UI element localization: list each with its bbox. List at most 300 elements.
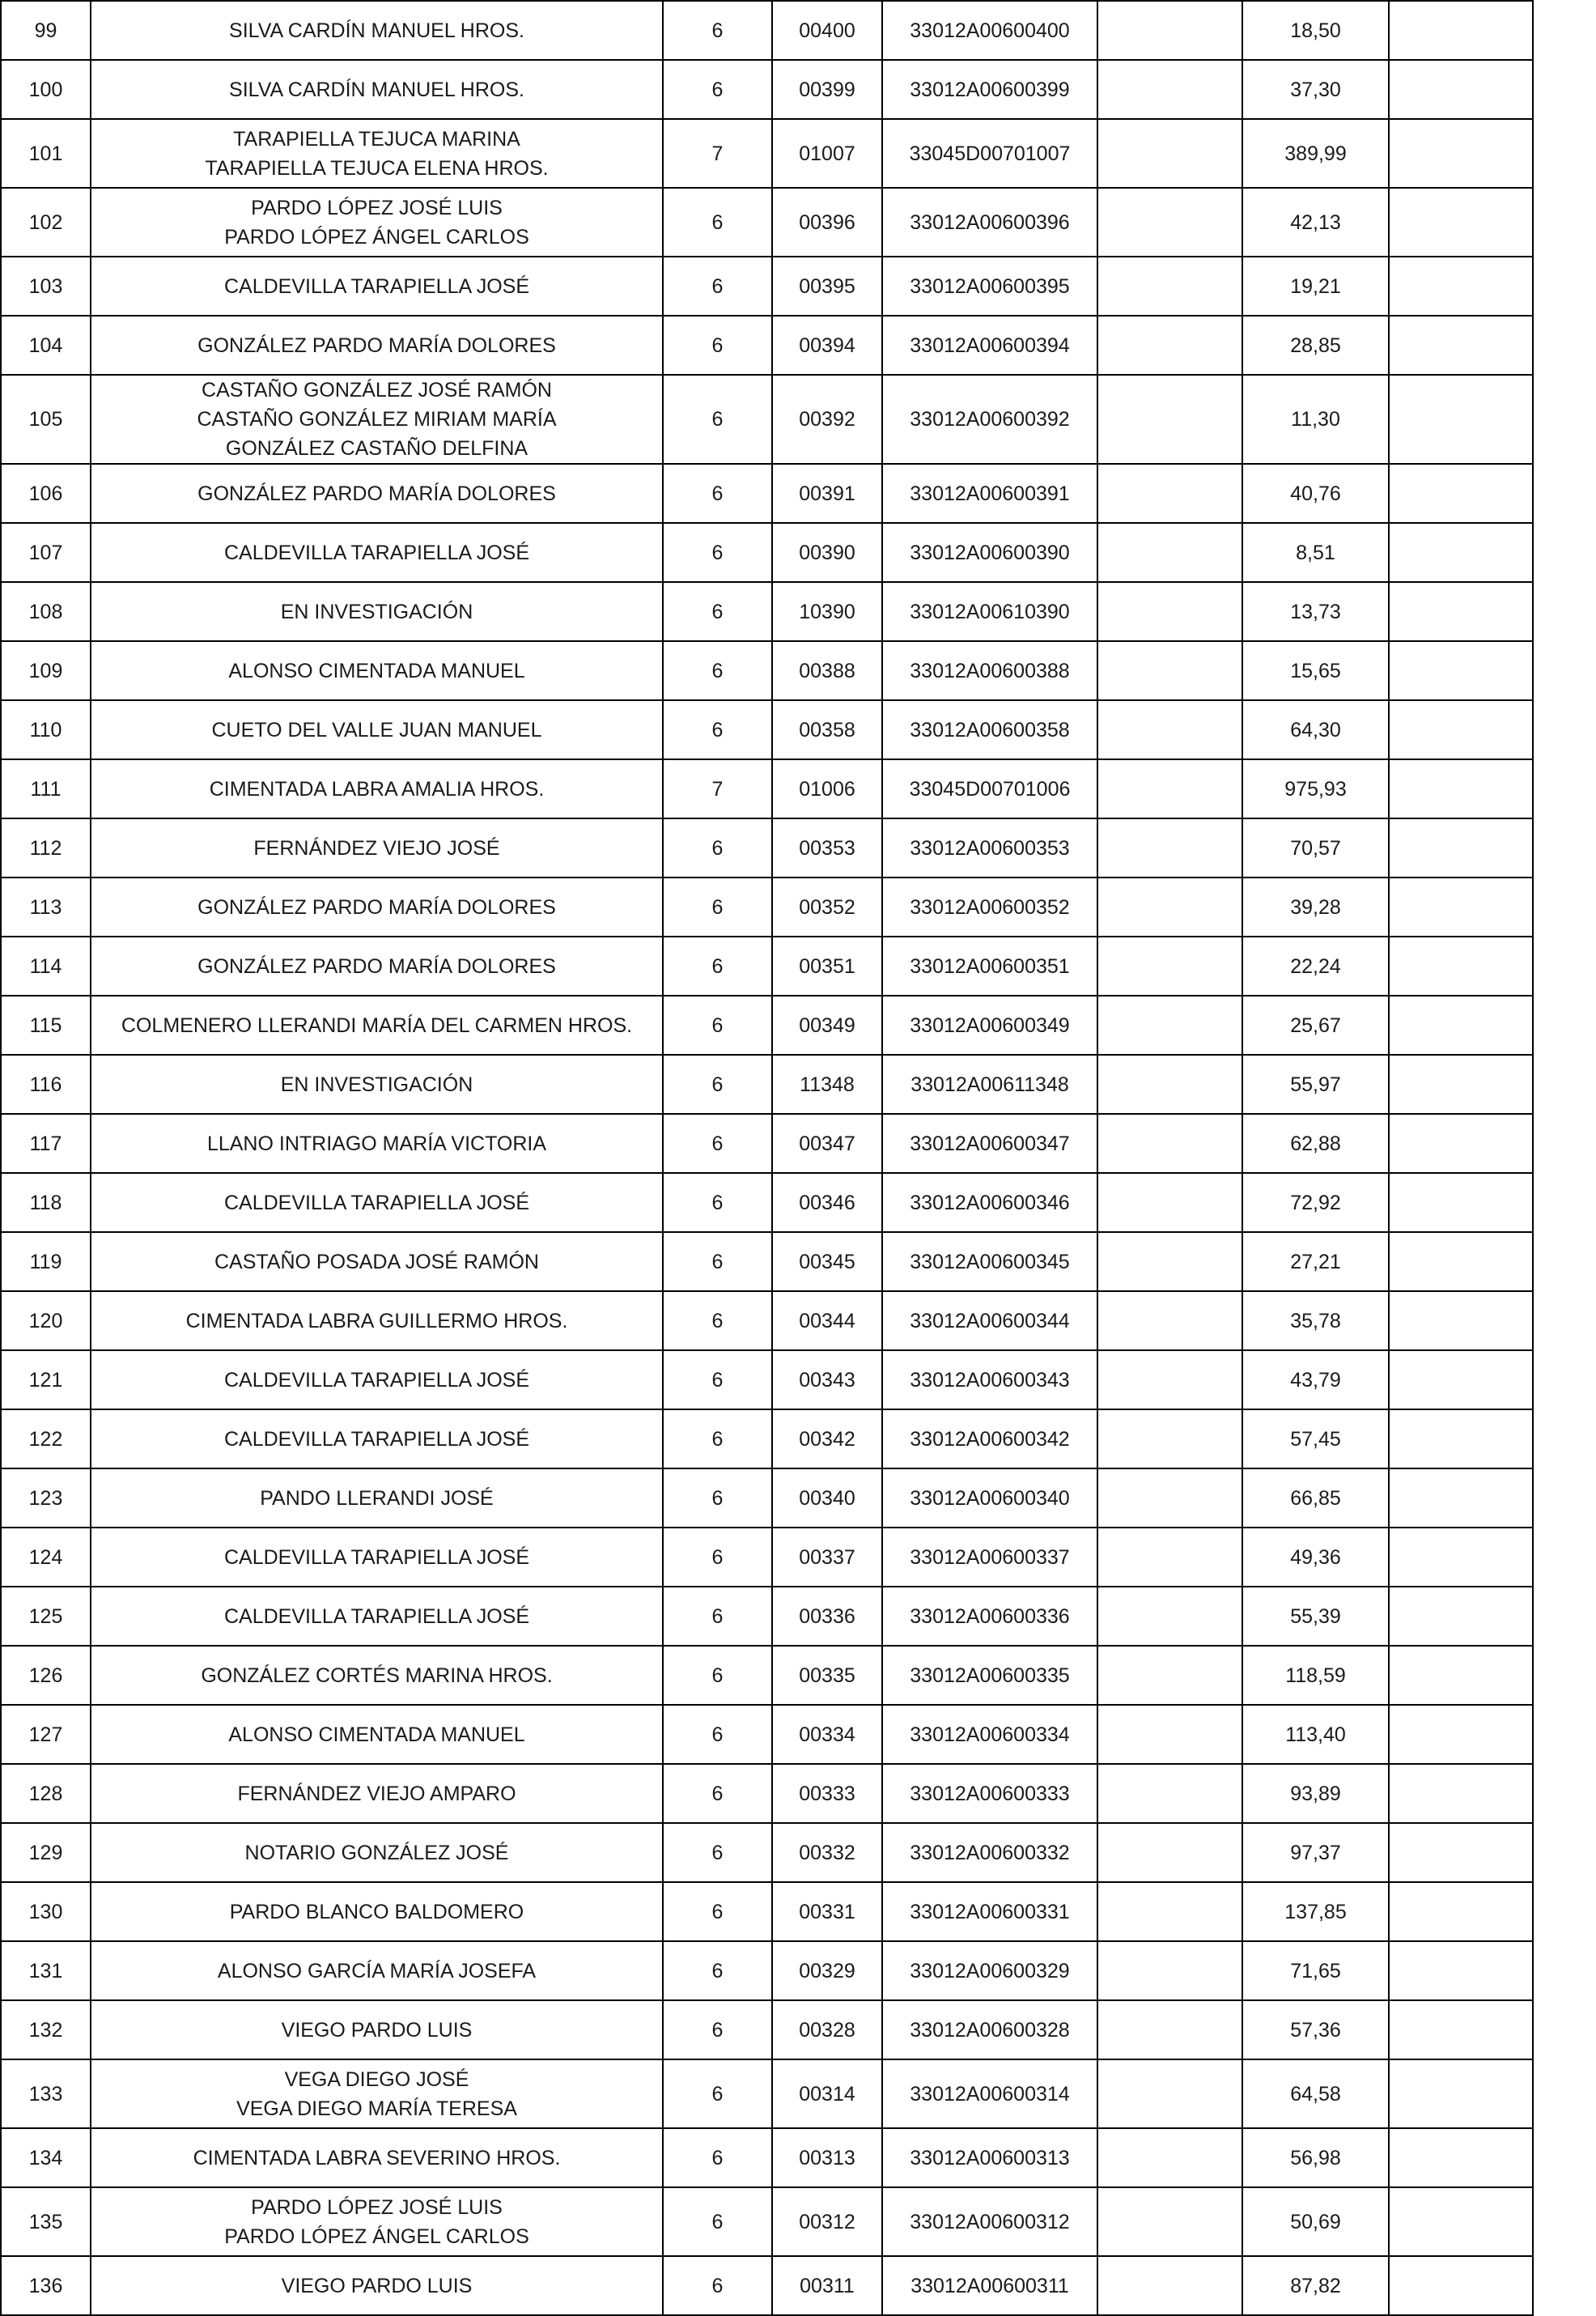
owner-cell <box>91 641 663 700</box>
owner-cell <box>91 1055 663 1114</box>
table-row <box>1 1232 1533 1291</box>
owner-name: CASTAÑO GONZÁLEZ MIRIAM MARÍA <box>197 408 557 431</box>
polygon-cell: 6 <box>663 1291 772 1350</box>
parcel-cell: 00328 <box>772 2000 882 2059</box>
polygon-cell: 6 <box>663 523 772 582</box>
table-row <box>1 1882 1533 1941</box>
owner-name: GONZÁLEZ CASTAÑO DELFINA <box>225 437 528 460</box>
owner-name: NOTARIO GONZÁLEZ JOSÉ <box>244 1841 509 1864</box>
table-row <box>1 641 1533 700</box>
table-row <box>1 60 1533 119</box>
row-number-cell: 120 <box>1 1291 91 1350</box>
cadastral-ref-cell: 33012A00600395 <box>882 257 1097 316</box>
owner-name: EN INVESTIGACIÓN <box>280 1073 473 1096</box>
empty-cell <box>1097 1587 1242 1646</box>
empty-cell <box>1097 641 1242 700</box>
cadastral-ref-cell: 33012A00600333 <box>882 1764 1097 1823</box>
owner-name: PARDO LÓPEZ ÁNGEL CARLOS <box>224 2225 529 2248</box>
polygon-cell: 6 <box>663 996 772 1055</box>
empty-cell <box>1097 1764 1242 1823</box>
owner-cell <box>91 1764 663 1823</box>
parcel-cell: 00399 <box>772 60 882 119</box>
polygon-cell: 6 <box>663 2256 772 2315</box>
polygon-cell: 6 <box>663 257 772 316</box>
owner-cell <box>91 1823 663 1882</box>
polygon-cell: 6 <box>663 1114 772 1173</box>
empty-cell <box>1097 1 1242 60</box>
parcel-cell: 10390 <box>772 582 882 641</box>
empty-cell <box>1389 1705 1533 1764</box>
table-row <box>1 1528 1533 1587</box>
empty-cell <box>1389 464 1533 523</box>
row-number-cell: 130 <box>1 1882 91 1941</box>
cadastral-ref-cell: 33012A00600331 <box>882 1882 1097 1941</box>
parcel-cell: 11348 <box>772 1055 882 1114</box>
area-cell: 40,76 <box>1242 464 1389 523</box>
row-number-cell: 131 <box>1 1941 91 2000</box>
area-cell: 35,78 <box>1242 1291 1389 1350</box>
row-number-cell: 103 <box>1 257 91 316</box>
owner-cell <box>91 878 663 937</box>
table-row <box>1 1764 1533 1823</box>
row-number-cell: 100 <box>1 60 91 119</box>
owner-name: TARAPIELLA TEJUCA ELENA HROS. <box>205 156 549 180</box>
table-row <box>1 316 1533 375</box>
empty-cell <box>1097 1173 1242 1232</box>
owner-name: FERNÁNDEZ VIEJO JOSÉ <box>253 836 500 860</box>
empty-cell <box>1389 523 1533 582</box>
cadastral-ref-cell: 33012A00600342 <box>882 1409 1097 1468</box>
polygon-cell: 7 <box>663 759 772 818</box>
area-cell: 56,98 <box>1242 2128 1389 2187</box>
cadastral-ref-cell: 33012A00611348 <box>882 1055 1097 1114</box>
row-number-cell: 106 <box>1 464 91 523</box>
empty-cell <box>1097 375 1242 464</box>
row-number-cell: 105 <box>1 375 91 464</box>
owner-name: GONZÁLEZ CORTÉS MARINA HROS. <box>201 1664 553 1687</box>
cadastral-ref-cell: 33012A00600352 <box>882 878 1097 937</box>
parcel-cell: 00358 <box>772 700 882 759</box>
cadastral-ref-cell: 33012A00600314 <box>882 2059 1097 2128</box>
table-row <box>1 2059 1533 2128</box>
cadastral-ref-cell: 33012A00600392 <box>882 375 1097 464</box>
area-cell: 28,85 <box>1242 316 1389 375</box>
owner-name: PARDO LÓPEZ JOSÉ LUIS <box>251 2195 503 2219</box>
parcel-cell: 00314 <box>772 2059 882 2128</box>
owner-cell <box>91 996 663 1055</box>
table-row <box>1 1291 1533 1350</box>
owner-name: VIEGO PARDO LUIS <box>281 2018 473 2042</box>
cadastral-ref-cell: 33012A00600349 <box>882 996 1097 1055</box>
parcel-cell: 00334 <box>772 1705 882 1764</box>
table-row <box>1 375 1533 464</box>
parcel-cell: 00394 <box>772 316 882 375</box>
owner-name: VIEGO PARDO LUIS <box>281 2274 473 2297</box>
empty-cell <box>1097 2059 1242 2128</box>
area-cell: 19,21 <box>1242 257 1389 316</box>
owner-name: CALDEVILLA TARAPIELLA JOSÉ <box>223 1191 530 1214</box>
polygon-cell: 6 <box>663 316 772 375</box>
cadastral-ref-cell: 33012A00600340 <box>882 1468 1097 1528</box>
row-number-cell: 111 <box>1 759 91 818</box>
owner-cell <box>91 1587 663 1646</box>
empty-cell <box>1097 1646 1242 1705</box>
polygon-cell: 6 <box>663 1232 772 1291</box>
owner-name: ALONSO CIMENTADA MANUEL <box>228 1723 525 1746</box>
polygon-cell: 6 <box>663 641 772 700</box>
empty-cell <box>1097 316 1242 375</box>
table-row <box>1 2000 1533 2059</box>
owner-name: CIMENTADA LABRA AMALIA HROS. <box>209 777 545 801</box>
table-row <box>1 119 1533 188</box>
area-cell: 113,40 <box>1242 1705 1389 1764</box>
empty-cell <box>1097 1055 1242 1114</box>
empty-cell <box>1389 2187 1533 2256</box>
empty-cell <box>1389 2128 1533 2187</box>
owner-name: COLMENERO LLERANDI MARÍA DEL CARMEN HROS. <box>121 1014 633 1037</box>
parcel-cell: 00391 <box>772 464 882 523</box>
area-cell: 27,21 <box>1242 1232 1389 1291</box>
empty-cell <box>1097 937 1242 996</box>
table-row <box>1 1823 1533 1882</box>
empty-cell <box>1097 2256 1242 2315</box>
owner-name: CALDEVILLA TARAPIELLA JOSÉ <box>223 1427 530 1451</box>
table-row <box>1 1055 1533 1114</box>
empty-cell <box>1097 1232 1242 1291</box>
empty-cell <box>1097 523 1242 582</box>
cadastral-ref-cell: 33012A00600390 <box>882 523 1097 582</box>
empty-cell <box>1389 878 1533 937</box>
row-number-cell: 113 <box>1 878 91 937</box>
cadastral-ref-cell: 33012A00600394 <box>882 316 1097 375</box>
owner-name: CUETO DEL VALLE JUAN MANUEL <box>211 718 542 742</box>
table-row <box>1 1587 1533 1646</box>
area-cell: 87,82 <box>1242 2256 1389 2315</box>
row-number-cell: 124 <box>1 1528 91 1587</box>
area-cell: 42,13 <box>1242 188 1389 257</box>
row-number-cell: 107 <box>1 523 91 582</box>
empty-cell <box>1097 1823 1242 1882</box>
empty-cell <box>1389 316 1533 375</box>
cadastral-ref-cell: 33012A00600343 <box>882 1350 1097 1409</box>
owner-cell <box>91 1291 663 1350</box>
parcel-cell: 00392 <box>772 375 882 464</box>
owner-cell <box>91 2128 663 2187</box>
owner-cell <box>91 523 663 582</box>
owner-name: CALDEVILLA TARAPIELLA JOSÉ <box>223 1368 530 1392</box>
cadastral-ref-cell: 33012A00600345 <box>882 1232 1097 1291</box>
area-cell: 55,97 <box>1242 1055 1389 1114</box>
cadastral-ref-cell: 33012A00600329 <box>882 1941 1097 2000</box>
empty-cell <box>1097 996 1242 1055</box>
table-row <box>1 818 1533 878</box>
empty-cell <box>1097 119 1242 188</box>
polygon-cell: 7 <box>663 119 772 188</box>
parcel-cell: 00340 <box>772 1468 882 1528</box>
polygon-cell: 6 <box>663 700 772 759</box>
table-row <box>1 2128 1533 2187</box>
table-row <box>1 1468 1533 1528</box>
polygon-cell: 6 <box>663 1823 772 1882</box>
table-row <box>1 464 1533 523</box>
empty-cell <box>1389 582 1533 641</box>
parcel-cell: 00332 <box>772 1823 882 1882</box>
owner-cell <box>91 119 663 188</box>
cadastral-ref-cell: 33012A00600346 <box>882 1173 1097 1232</box>
table-row <box>1 2256 1533 2315</box>
cadastral-ref-cell: 33012A00600400 <box>882 1 1097 60</box>
cadastral-ref-cell: 33012A00600391 <box>882 464 1097 523</box>
empty-cell <box>1097 1468 1242 1528</box>
empty-cell <box>1389 1232 1533 1291</box>
polygon-cell: 6 <box>663 1941 772 2000</box>
table-row <box>1 878 1533 937</box>
area-cell: 11,30 <box>1242 375 1389 464</box>
empty-cell <box>1097 1882 1242 1941</box>
cadastral-ref-cell: 33012A00600344 <box>882 1291 1097 1350</box>
empty-cell <box>1097 759 1242 818</box>
empty-cell <box>1097 257 1242 316</box>
table-body <box>1 1 1533 2315</box>
area-cell: 64,30 <box>1242 700 1389 759</box>
owner-name: CALDEVILLA TARAPIELLA JOSÉ <box>223 1545 530 1569</box>
owner-name: SILVA CARDÍN MANUEL HROS. <box>229 19 524 42</box>
empty-cell <box>1389 1350 1533 1409</box>
polygon-cell: 6 <box>663 60 772 119</box>
area-cell: 43,79 <box>1242 1350 1389 1409</box>
empty-cell <box>1097 2187 1242 2256</box>
empty-cell <box>1097 60 1242 119</box>
polygon-cell: 6 <box>663 1587 772 1646</box>
parcel-cell: 00346 <box>772 1173 882 1232</box>
empty-cell <box>1097 1114 1242 1173</box>
row-number-cell: 110 <box>1 700 91 759</box>
row-number-cell: 101 <box>1 119 91 188</box>
empty-cell <box>1389 1528 1533 1587</box>
area-cell: 57,36 <box>1242 2000 1389 2059</box>
owner-cell <box>91 2000 663 2059</box>
empty-cell <box>1097 700 1242 759</box>
cadastral-ref-cell: 33012A00600337 <box>882 1528 1097 1587</box>
parcel-cell: 00311 <box>772 2256 882 2315</box>
owner-name: CASTAÑO POSADA JOSÉ RAMÓN <box>214 1250 539 1273</box>
owner-cell <box>91 937 663 996</box>
owner-name: CALDEVILLA TARAPIELLA JOSÉ <box>223 274 530 298</box>
owner-name: ALONSO CIMENTADA MANUEL <box>228 659 525 682</box>
parcel-cell: 00349 <box>772 996 882 1055</box>
empty-cell <box>1389 818 1533 878</box>
owner-name: LLANO INTRIAGO MARÍA VICTORIA <box>206 1132 547 1155</box>
owner-name: ALONSO GARCÍA MARÍA JOSEFA <box>217 1959 537 1982</box>
empty-cell <box>1097 1291 1242 1350</box>
parcel-cell: 00333 <box>772 1764 882 1823</box>
empty-cell <box>1389 188 1533 257</box>
owner-cell <box>91 759 663 818</box>
area-cell: 975,93 <box>1242 759 1389 818</box>
table-row <box>1 2187 1533 2256</box>
polygon-cell: 6 <box>663 1173 772 1232</box>
table-row <box>1 1409 1533 1468</box>
cadastral-ref-cell: 33045D00701007 <box>882 119 1097 188</box>
parcel-cell: 00335 <box>772 1646 882 1705</box>
polygon-cell: 6 <box>663 2000 772 2059</box>
owner-cell <box>91 1114 663 1173</box>
row-number-cell: 112 <box>1 818 91 878</box>
parcel-cell: 00390 <box>772 523 882 582</box>
empty-cell <box>1389 1882 1533 1941</box>
table-row <box>1 937 1533 996</box>
empty-cell <box>1389 1587 1533 1646</box>
cadastral-ref-cell: 33012A00600399 <box>882 60 1097 119</box>
cadastral-ref-cell: 33012A00600358 <box>882 700 1097 759</box>
owner-cell <box>91 1 663 60</box>
cadastral-ref-cell: 33012A00600334 <box>882 1705 1097 1764</box>
area-cell: 137,85 <box>1242 1882 1389 1941</box>
parcel-cell: 00351 <box>772 937 882 996</box>
area-cell: 13,73 <box>1242 582 1389 641</box>
table-row <box>1 257 1533 316</box>
area-cell: 50,69 <box>1242 2187 1389 2256</box>
table-row <box>1 1 1533 60</box>
owner-cell <box>91 60 663 119</box>
owner-name: CIMENTADA LABRA GUILLERMO HROS. <box>185 1309 568 1332</box>
polygon-cell: 6 <box>663 818 772 878</box>
empty-cell <box>1389 937 1533 996</box>
area-cell: 15,65 <box>1242 641 1389 700</box>
row-number-cell: 133 <box>1 2059 91 2128</box>
cadastral-ref-cell: 33012A00600388 <box>882 641 1097 700</box>
empty-cell <box>1389 1941 1533 2000</box>
parcel-cell: 00344 <box>772 1291 882 1350</box>
cadastral-ref-cell: 33012A00600347 <box>882 1114 1097 1173</box>
empty-cell <box>1389 1646 1533 1705</box>
table-row <box>1 1114 1533 1173</box>
area-cell: 72,92 <box>1242 1173 1389 1232</box>
area-cell: 70,57 <box>1242 818 1389 878</box>
parcel-cell: 00395 <box>772 257 882 316</box>
table-row <box>1 1173 1533 1232</box>
owner-name: GONZÁLEZ PARDO MARÍA DOLORES <box>197 895 556 919</box>
parcel-cell: 01006 <box>772 759 882 818</box>
polygon-cell: 6 <box>663 2059 772 2128</box>
polygon-cell: 6 <box>663 878 772 937</box>
row-number-cell: 125 <box>1 1587 91 1646</box>
empty-cell <box>1097 1941 1242 2000</box>
table-row <box>1 996 1533 1055</box>
cadastral-ref-cell: 33012A00600335 <box>882 1646 1097 1705</box>
owner-name: CASTAÑO GONZÁLEZ JOSÉ RAMÓN <box>202 379 552 402</box>
cadastral-ref-cell: 33012A00600311 <box>882 2256 1097 2315</box>
parcel-cell: 00388 <box>772 641 882 700</box>
area-cell: 49,36 <box>1242 1528 1389 1587</box>
empty-cell <box>1389 2059 1533 2128</box>
cadastral-ref-cell: 33045D00701006 <box>882 759 1097 818</box>
row-number-cell: 128 <box>1 1764 91 1823</box>
parcel-cell: 00342 <box>772 1409 882 1468</box>
area-cell: 22,24 <box>1242 937 1389 996</box>
empty-cell <box>1097 1409 1242 1468</box>
parcel-cell: 00336 <box>772 1587 882 1646</box>
polygon-cell: 6 <box>663 1705 772 1764</box>
empty-cell <box>1097 878 1242 937</box>
table-row <box>1 1705 1533 1764</box>
area-cell: 18,50 <box>1242 1 1389 60</box>
parcel-cell: 00312 <box>772 2187 882 2256</box>
owner-cell <box>91 2256 663 2315</box>
row-number-cell: 122 <box>1 1409 91 1468</box>
empty-cell <box>1097 188 1242 257</box>
owner-name: CALDEVILLA TARAPIELLA JOSÉ <box>223 1604 530 1628</box>
empty-cell <box>1389 1173 1533 1232</box>
parcel-cell: 00353 <box>772 818 882 878</box>
owner-cell <box>91 257 663 316</box>
owner-cell <box>91 1941 663 2000</box>
empty-cell <box>1389 375 1533 464</box>
parcel-cell: 00331 <box>772 1882 882 1941</box>
parcel-cell: 00352 <box>772 878 882 937</box>
area-cell: 93,89 <box>1242 1764 1389 1823</box>
row-number-cell: 102 <box>1 188 91 257</box>
parcel-cell: 00337 <box>772 1528 882 1587</box>
parcel-cell: 00313 <box>772 2128 882 2187</box>
owner-cell <box>91 1646 663 1705</box>
owner-name: TARAPIELLA TEJUCA MARINA <box>233 127 520 151</box>
owner-cell <box>91 1882 663 1941</box>
owner-cell <box>91 700 663 759</box>
empty-cell <box>1389 1055 1533 1114</box>
owner-cell <box>91 375 663 464</box>
cadastral-ref-cell: 33012A00600332 <box>882 1823 1097 1882</box>
empty-cell <box>1389 759 1533 818</box>
empty-cell <box>1389 2256 1533 2315</box>
owner-cell <box>91 1468 663 1528</box>
owner-name: FERNÁNDEZ VIEJO AMPARO <box>237 1782 516 1805</box>
owner-cell <box>91 582 663 641</box>
empty-cell <box>1097 1705 1242 1764</box>
row-number-cell: 104 <box>1 316 91 375</box>
polygon-cell: 6 <box>663 2187 772 2256</box>
area-cell: 37,30 <box>1242 60 1389 119</box>
row-number-cell: 115 <box>1 996 91 1055</box>
row-number-cell: 116 <box>1 1055 91 1114</box>
table-row <box>1 700 1533 759</box>
parcel-cell: 00400 <box>772 1 882 60</box>
owner-name: PARDO LÓPEZ ÁNGEL CARLOS <box>224 225 529 249</box>
area-cell: 57,45 <box>1242 1409 1389 1468</box>
owner-cell <box>91 1528 663 1587</box>
polygon-cell: 6 <box>663 937 772 996</box>
empty-cell <box>1389 700 1533 759</box>
row-number-cell: 132 <box>1 2000 91 2059</box>
area-cell: 25,67 <box>1242 996 1389 1055</box>
owner-name: VEGA DIEGO JOSÉ <box>284 2067 469 2091</box>
empty-cell <box>1389 1764 1533 1823</box>
polygon-cell: 6 <box>663 2128 772 2187</box>
empty-cell <box>1097 2128 1242 2187</box>
row-number-cell: 121 <box>1 1350 91 1409</box>
polygon-cell: 6 <box>663 1764 772 1823</box>
row-number-cell: 99 <box>1 1 91 60</box>
owner-cell <box>91 1409 663 1468</box>
owner-name: CALDEVILLA TARAPIELLA JOSÉ <box>223 541 530 564</box>
polygon-cell: 6 <box>663 1646 772 1705</box>
empty-cell <box>1389 1 1533 60</box>
owner-cell <box>91 2187 663 2256</box>
row-number-cell: 136 <box>1 2256 91 2315</box>
owner-cell <box>91 1173 663 1232</box>
owner-name: PARDO BLANCO BALDOMERO <box>229 1900 524 1923</box>
area-cell: 389,99 <box>1242 119 1389 188</box>
